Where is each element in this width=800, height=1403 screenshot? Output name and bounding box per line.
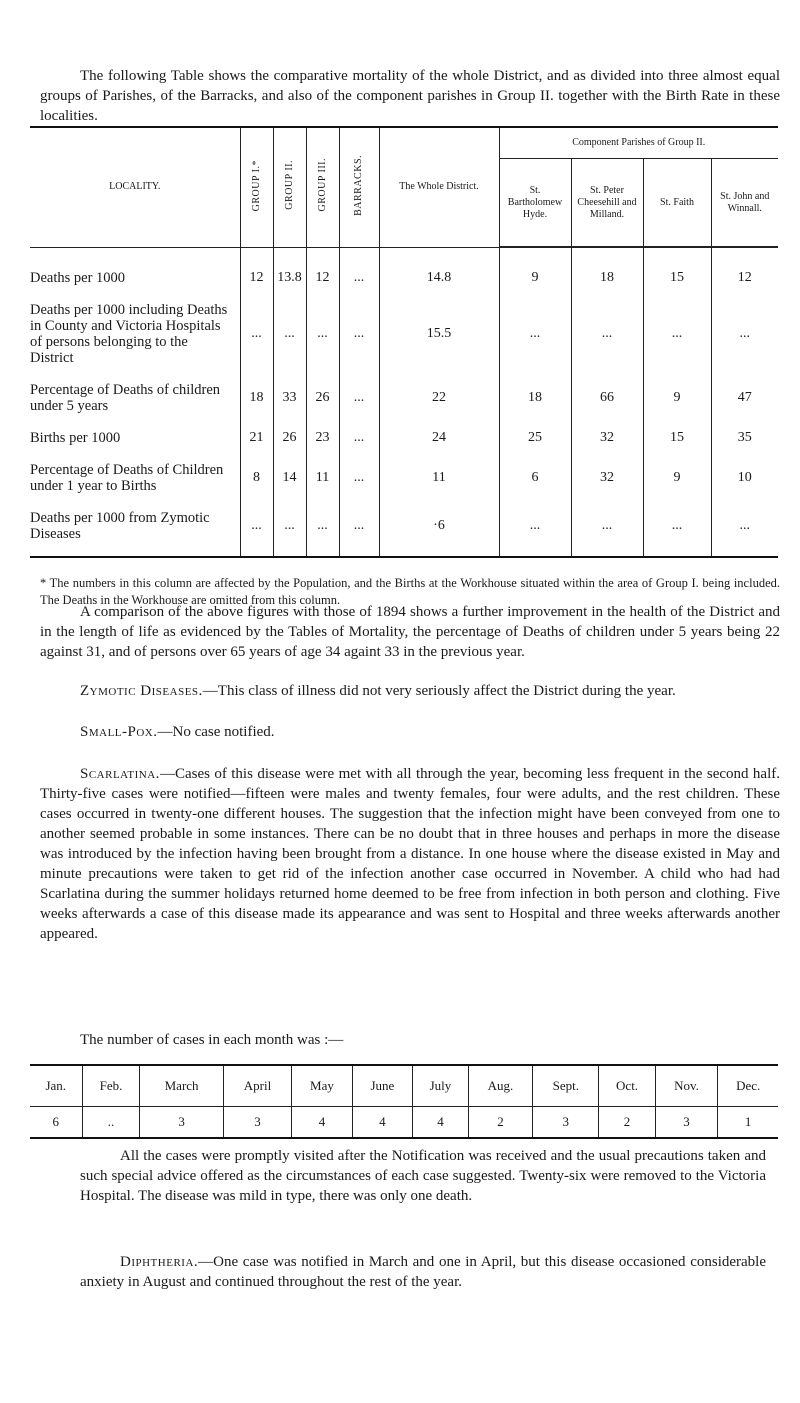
month-header: Sept. — [533, 1065, 599, 1107]
table-cell: 26 — [273, 422, 306, 454]
table-cell: ... — [711, 294, 778, 374]
table-cell: 22 — [379, 374, 499, 422]
table-cell: ... — [273, 502, 306, 557]
table-cell: 14.8 — [379, 248, 499, 295]
diphtheria-paragraph — [80, 1252, 766, 1292]
table-cell: 23 — [306, 422, 339, 454]
table-cell: ... — [306, 502, 339, 557]
table-cell: ... — [711, 502, 778, 557]
table-cell: ... — [643, 294, 711, 374]
table-cell: 11 — [306, 454, 339, 502]
component-parishes-header: Component Parishes of Group II. — [499, 127, 778, 159]
table-cell: 10 — [711, 454, 778, 502]
table-cell: 18 — [499, 374, 571, 422]
row-label: Percentage of Deaths of Children under 1 year to Births — [30, 462, 224, 494]
table-cell: 6 — [499, 454, 571, 502]
month-header: Nov. — [655, 1065, 718, 1107]
parish-header: St. Faith — [643, 159, 711, 247]
table-row — [30, 422, 778, 454]
month-header: April — [223, 1065, 292, 1107]
table-row — [30, 454, 778, 502]
zymotic-heading: Zymotic Diseases. — [80, 683, 203, 699]
table-cell: 47 — [711, 374, 778, 422]
month-cases: 3 — [655, 1107, 718, 1139]
table-cell: 26 — [306, 374, 339, 422]
table-cell: 8 — [240, 454, 273, 502]
table-cell: 12 — [240, 248, 273, 295]
month-cases: 3 — [140, 1107, 223, 1139]
parish-header: St. Peter Cheesehill and Milland. — [571, 159, 643, 247]
table-cell: ... — [339, 374, 379, 422]
table-cell: 24 — [379, 422, 499, 454]
table-cell: 9 — [499, 248, 571, 295]
table-cell: 13.8 — [273, 248, 306, 295]
month-cases: 1 — [718, 1107, 778, 1139]
group-ii-header: GROUP II. — [283, 160, 295, 211]
table-cell: 32 — [571, 422, 643, 454]
table-footnote: * The numbers in this column are affected by the Population, and the Births at the Workhouse situated within the area of Group I. being included. The Deaths in the Workhouse are omitted from this column. — [40, 575, 780, 607]
table-cell: 14 — [273, 454, 306, 502]
table-cell: ·6 — [379, 502, 499, 557]
mortality-table — [30, 126, 778, 558]
comparison-paragraph: A comparison of the above figures with those of 1894 shows a further improvement in the health of the District and in the length of life as evidenced by the Tables of Mortality, the percentage of Deaths of children under 5 years being 22 against 31, and of persons over 65 years of age 34 againt 33 in the previous year. — [40, 604, 780, 660]
scarlatina-heading: Scarlatina. — [80, 766, 160, 782]
table-cell: 18 — [240, 374, 273, 422]
month-header: March — [140, 1065, 223, 1107]
row-label: Deaths per 1000 including Deaths in County and Victoria Hospitals of persons belonging to the District — [30, 302, 228, 366]
parish-header: St. Bartholomew Hyde. — [499, 159, 571, 247]
table-cell: 25 — [499, 422, 571, 454]
table-cell: ... — [571, 294, 643, 374]
table-cell: 15 — [643, 248, 711, 295]
month-header: Oct. — [599, 1065, 655, 1107]
table-cell: 33 — [273, 374, 306, 422]
parish-header: St. John and Winnall. — [711, 159, 778, 247]
table-row — [30, 502, 778, 557]
table-cell: ... — [339, 248, 379, 295]
month-cases: 4 — [292, 1107, 352, 1139]
table-cell: ... — [240, 502, 273, 557]
month-header: July — [413, 1065, 469, 1107]
group-i-header: GROUP I.* — [250, 159, 262, 211]
table-cell: 32 — [571, 454, 643, 502]
month-cases: 4 — [413, 1107, 469, 1139]
smallpox-text: —No case notified. — [157, 724, 275, 740]
months-intro: The number of cases in each month was :— — [80, 1032, 344, 1048]
table-cell: ... — [306, 294, 339, 374]
month-cases: 2 — [468, 1107, 533, 1139]
table-cell: ... — [499, 502, 571, 557]
month-header: Dec. — [718, 1065, 778, 1107]
month-header: May — [292, 1065, 352, 1107]
month-cases: .. — [82, 1107, 140, 1139]
table-cell: ... — [240, 294, 273, 374]
table-cell: 15 — [643, 422, 711, 454]
month-header: June — [352, 1065, 412, 1107]
table-row — [30, 374, 778, 422]
table-cell: 21 — [240, 422, 273, 454]
month-header: Aug. — [468, 1065, 533, 1107]
table-row — [30, 1107, 778, 1139]
table-cell: 9 — [643, 454, 711, 502]
table-cell: 18 — [571, 248, 643, 295]
table-cell: 12 — [711, 248, 778, 295]
row-label: Births per 1000 — [30, 430, 121, 446]
scarlatina-text: —Cases of this disease were met with all through the year, becoming less frequent in the second half. Thirty-five cases were notified—fifteen were males and twenty females, four were adults, and the rest children. These cases occurred in twenty-one different houses. The suggestion that the infection might have been conveyed from one to another seemed probable in some instances. There can be no doubt that in three houses and perhaps in more the disease was introduced by the infection having been brought from a distance. In one house where the disease existed in May and minute precautions were taken to get rid of the infection another case occurred in November. A child who had had Scarlatina during the summer holidays returned home deemed to be free from infection in both person and clothing. Five weeks afterwards a case of this disease made its appearance and was sent to Hospital and three weeks afterwards another appeared. — [40, 766, 780, 942]
smallpox-heading: Small-Pox. — [80, 724, 158, 740]
barracks-header: BARRACKS. — [353, 154, 364, 216]
zymotic-paragraph — [40, 681, 780, 701]
month-cases: 2 — [599, 1107, 655, 1139]
row-label: Deaths per 1000 — [30, 270, 126, 286]
month-cases: 3 — [223, 1107, 292, 1139]
group-iii-header: GROUP III. — [316, 158, 328, 212]
table-cell: 12 — [306, 248, 339, 295]
table-cell: 9 — [643, 374, 711, 422]
table-row — [30, 248, 778, 295]
table-cell: ... — [339, 422, 379, 454]
table-cell: ... — [339, 502, 379, 557]
table-cell: ... — [273, 294, 306, 374]
smallpox-paragraph — [40, 722, 780, 742]
month-header: Jan. — [30, 1065, 82, 1107]
table-cell: 35 — [711, 422, 778, 454]
zymotic-text: —This class of illness did not very seriously affect the District during the year. — [202, 683, 676, 699]
table-cell: 11 — [379, 454, 499, 502]
cases-visited-paragraph: All the cases were promptly visited after the Notification was received and the usual precautions taken and such special advice offered as the circumstances of each case suggested. Twenty-six were removed to the Victoria Hospital. The disease was mild in type, there was only one death. — [80, 1148, 766, 1204]
row-label: Deaths per 1000 from Zymotic Diseases — [30, 510, 210, 542]
locality-header: LOCALITY. — [109, 181, 161, 193]
diphtheria-text: —One case was notified in March and one in April, but this disease occasioned considerable anxiety in August and continued throughout the rest of the year. — [80, 1254, 766, 1290]
table-cell: 66 — [571, 374, 643, 422]
table-row — [30, 294, 778, 374]
month-cases: 4 — [352, 1107, 412, 1139]
monthly-cases-table — [30, 1064, 778, 1139]
month-cases: 6 — [52, 1114, 59, 1129]
diphtheria-heading: Diphtheria. — [120, 1254, 199, 1270]
month-cases: 3 — [533, 1107, 599, 1139]
table-cell: ... — [643, 502, 711, 557]
scarlatina-paragraph — [40, 764, 780, 944]
table-cell: ... — [571, 502, 643, 557]
whole-district-header: The Whole District. — [379, 127, 499, 247]
row-label: Percentage of Deaths of children under 5 years — [30, 382, 221, 414]
table-cell: ... — [499, 294, 571, 374]
month-header: Feb. — [82, 1065, 140, 1107]
table-cell: 15.5 — [379, 294, 499, 374]
intro-paragraph: The following Table shows the comparative mortality of the whole District, and as divided into three almost equal groups of Parishes, of the Barracks, and also of the component parishes in Group II. together with the Birth Rate in these localities. — [40, 68, 780, 124]
table-cell: ... — [339, 294, 379, 374]
table-cell: ... — [339, 454, 379, 502]
